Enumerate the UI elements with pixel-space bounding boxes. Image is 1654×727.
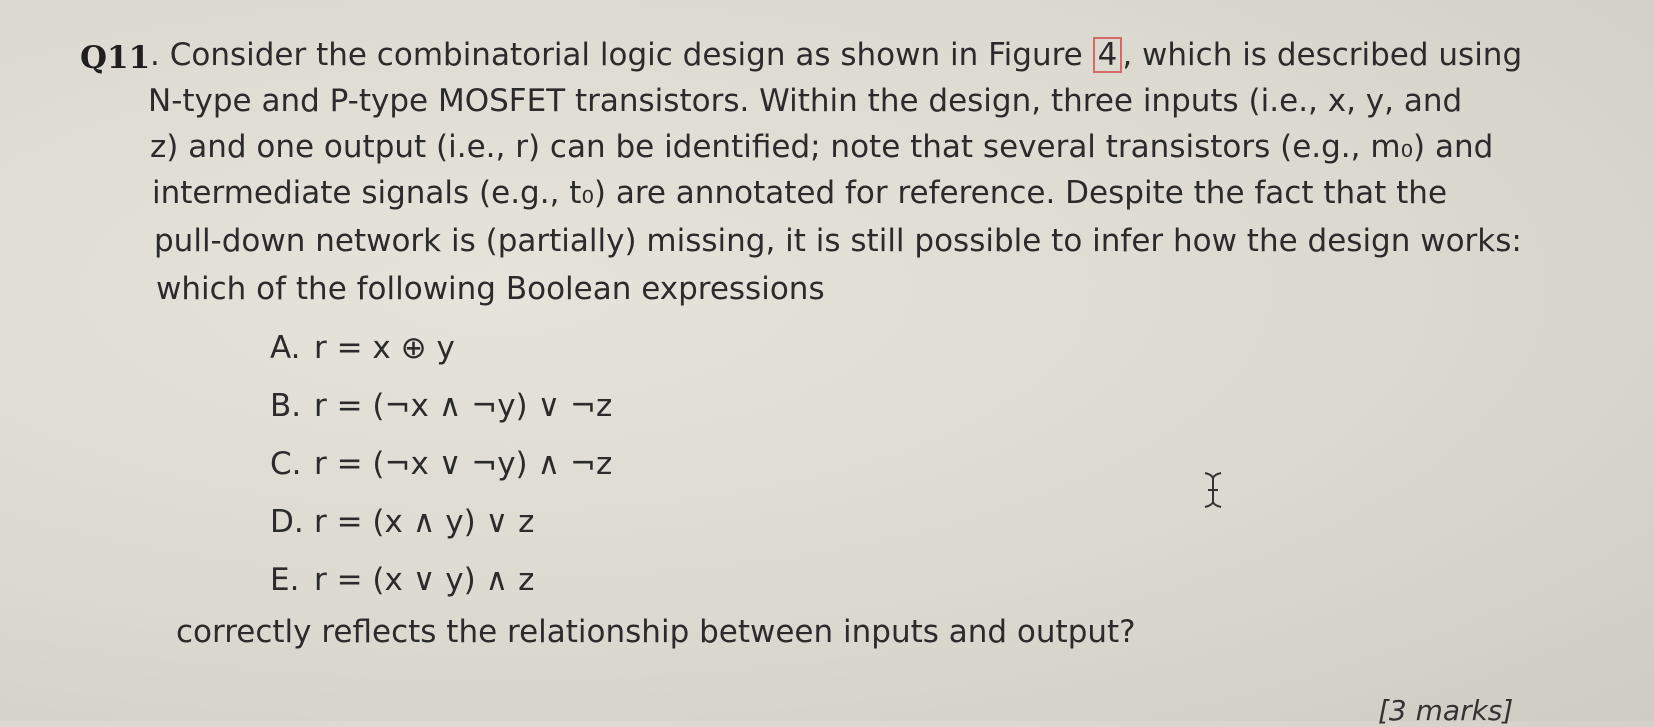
- question-number: Q11: [80, 40, 151, 76]
- option-letter: C.: [270, 446, 302, 482]
- option-e: [270, 562, 534, 598]
- question-text-1b: , which is described using: [1122, 37, 1523, 73]
- option-expression: r = x ⊕ y: [314, 330, 455, 366]
- question-line-3: z) and one output (i.e., r) can be identified; note that several transistors (e.g., m₀) and: [150, 129, 1494, 165]
- option-letter: A.: [270, 330, 301, 366]
- option-b: [270, 388, 612, 424]
- option-letter: B.: [270, 388, 302, 424]
- question-line-5: pull-down network is (partially) missing, it is still possible to infer how the design works:: [154, 223, 1522, 259]
- option-c: [270, 446, 612, 482]
- question-line-2: N-type and P-type MOSFET transistors. Within the design, three inputs (i.e., x, y, and: [148, 83, 1463, 119]
- marks-label: [3 marks]: [1378, 694, 1514, 727]
- figure-reference-link[interactable]: 4: [1093, 37, 1123, 73]
- text-cursor-icon: [1200, 470, 1226, 510]
- option-d: [270, 504, 534, 540]
- option-expression: r = (x ∧ y) ∨ z: [314, 504, 535, 540]
- option-letter: E.: [270, 562, 300, 598]
- question-line-4: intermediate signals (e.g., t₀) are annotated for reference. Despite the fact that the: [152, 175, 1448, 211]
- option-expression: r = (¬x ∧ ¬y) ∨ ¬z: [314, 388, 613, 424]
- question-text-1a: . Consider the combinatorial logic design as shown in Figure: [150, 37, 1093, 73]
- option-a: [270, 330, 455, 366]
- option-expression: r = (¬x ∨ ¬y) ∧ ¬z: [314, 446, 613, 482]
- option-letter: D.: [270, 504, 304, 540]
- question-line-6: which of the following Boolean expressions: [156, 271, 825, 307]
- question-closing-text: correctly reflects the relationship between inputs and output?: [176, 614, 1136, 650]
- option-expression: r = (x ∨ y) ∧ z: [314, 562, 535, 598]
- question-line-1: [150, 36, 1522, 74]
